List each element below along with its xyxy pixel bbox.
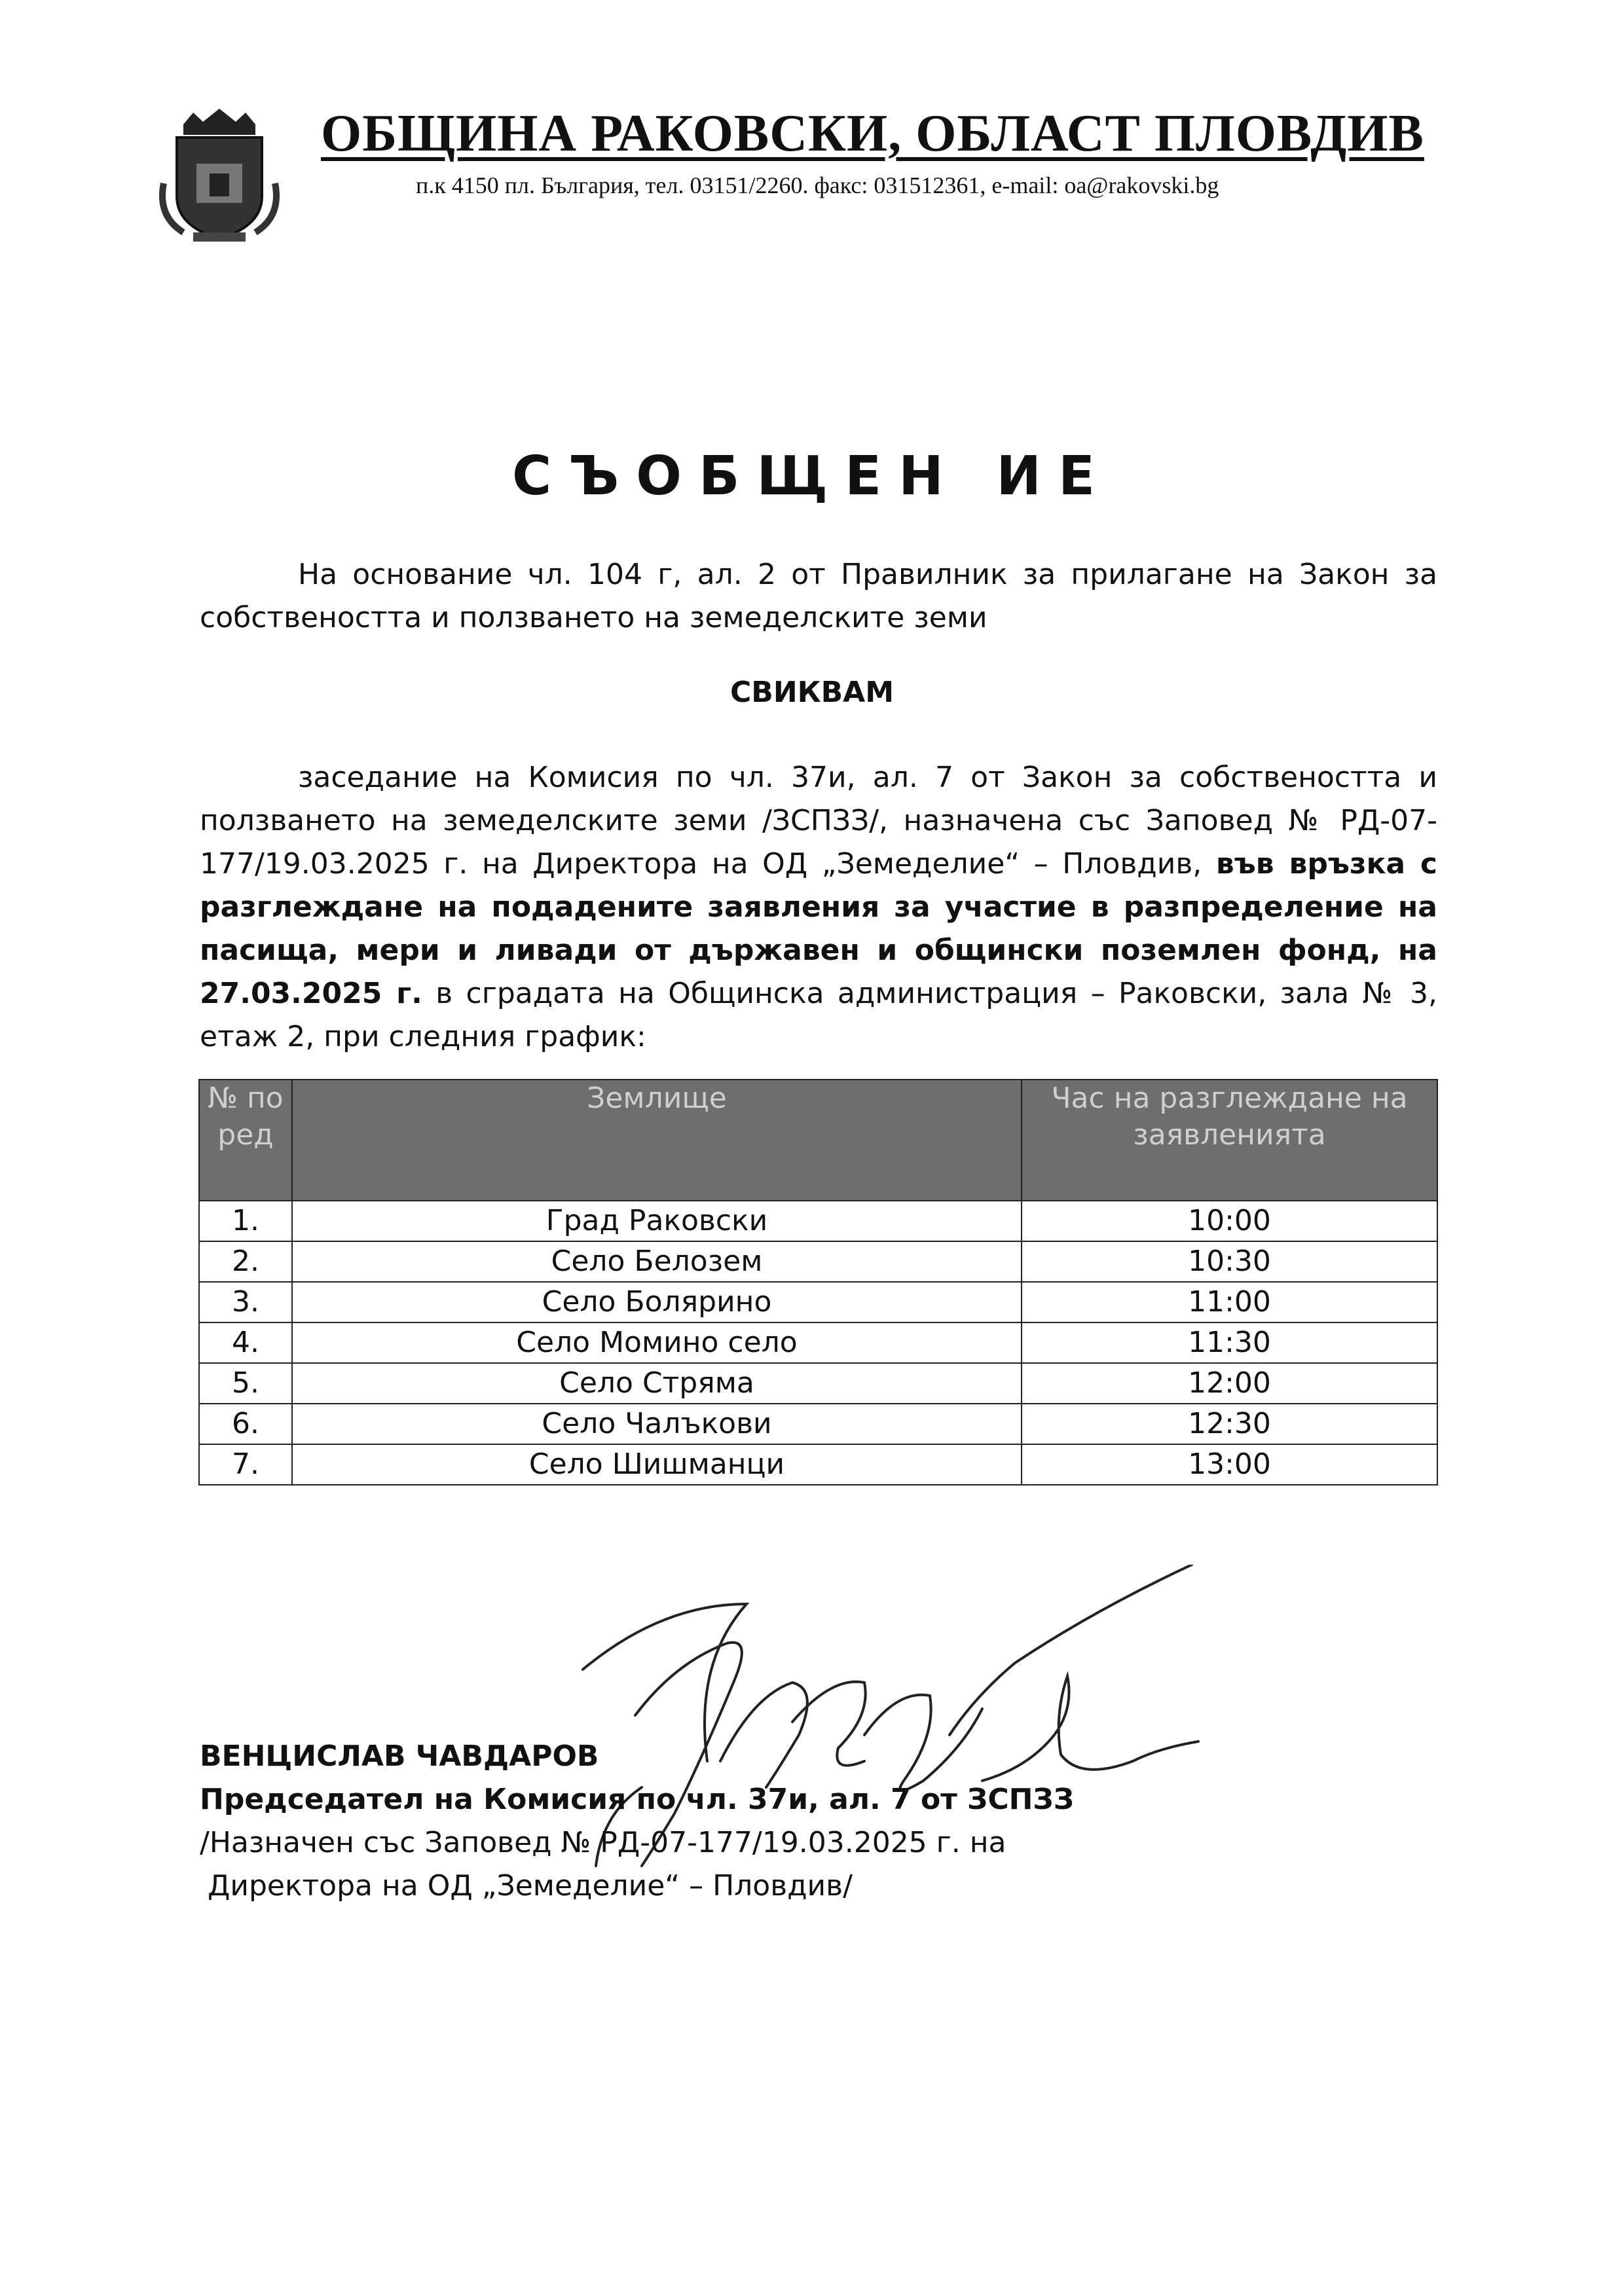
table-row [199, 1201, 1437, 1241]
row-area: Град Раковски [292, 1201, 1022, 1241]
row-time: 13:00 [1022, 1444, 1437, 1485]
table-row [199, 1322, 1437, 1363]
table-row [199, 1363, 1437, 1404]
row-area: Село Стряма [292, 1363, 1022, 1404]
intro-text: На основание чл. 104 г, ал. 2 от Правилник за прилагане на Закон за собствеността и ползването на земеделските земи [200, 558, 1437, 634]
row-time: 12:30 [1022, 1404, 1437, 1444]
org-title: ОБЩИНА РАКОВСКИ, ОБЛАСТ ПЛОВДИВ [321, 105, 1424, 162]
signatory-position: Председател на Комисия по чл. 37и, ал. 7 от ЗСПЗЗ [200, 1783, 1074, 1816]
row-time: 11:00 [1022, 1282, 1437, 1322]
table-row [199, 1241, 1437, 1282]
body-text-bold: във връзка с разглеждане на подадените заявления за участие в разпределение на пасища, мери и ливади от държавен и общински поземлен фонд, на 27.03.2025 г. [200, 847, 1437, 1010]
intro-paragraph [200, 553, 1437, 640]
row-area: Село Болярино [292, 1282, 1022, 1322]
signatory-name: ВЕНЦИСЛАВ ЧАВДАРОВ [200, 1740, 599, 1773]
row-num: 4. [199, 1322, 292, 1363]
row-area: Село Чалъкови [292, 1404, 1022, 1444]
table-row [199, 1444, 1437, 1485]
header-num: № по ред [199, 1080, 292, 1201]
row-time: 12:00 [1022, 1363, 1437, 1404]
row-time: 10:30 [1022, 1241, 1437, 1282]
table-header-row [199, 1080, 1437, 1201]
signatory-block [200, 1735, 1313, 1908]
body-text-part1: заседание на Комисия по чл. 37и, ал. 7 от Закон за собствеността и ползването на земеделските земи /ЗСПЗЗ/, назначена със Заповед № РД-07-177/19.03.2025 г. на Директора на ОД „Земеделие“ – Пловдив, [200, 761, 1437, 881]
row-num: 1. [199, 1201, 292, 1241]
table-row [199, 1404, 1437, 1444]
row-num: 2. [199, 1241, 292, 1282]
municipality-crest-icon [157, 105, 282, 246]
signatory-appointment-line1: /Назначен със Заповед № РД-07-177/19.03.2025 г. на [200, 1826, 1006, 1859]
document-title: СЪОБЩЕН ИЕ [512, 445, 1112, 507]
org-contacts: п.к 4150 пл. България, тел. 03151/2260. факс: 031512361, e-mail: oa@rakovski.bg [416, 172, 1219, 198]
row-num: 5. [199, 1363, 292, 1404]
row-time: 11:30 [1022, 1322, 1437, 1363]
row-num: 7. [199, 1444, 292, 1485]
table-row [199, 1282, 1437, 1322]
row-area: Село Шишманци [292, 1444, 1022, 1485]
schedule-table [198, 1079, 1438, 1485]
row-num: 3. [199, 1282, 292, 1322]
header-area: Землище [292, 1080, 1022, 1201]
row-area: Село Белозем [292, 1241, 1022, 1282]
row-time: 10:00 [1022, 1201, 1437, 1241]
row-num: 6. [199, 1404, 292, 1444]
body-paragraph [200, 756, 1437, 1059]
header-time: Час на разглеждане на заявленията [1022, 1080, 1437, 1201]
body-text-part2: в сградата на Общинска администрация – Раковски, зала № 3, етаж 2, при следния график: [200, 977, 1437, 1053]
signatory-appointment-line2: Директора на ОД „Земеделие“ – Пловдив/ [208, 1869, 853, 1903]
row-area: Село Момино село [292, 1322, 1022, 1363]
convene-heading: СВИКВАМ [730, 676, 894, 709]
